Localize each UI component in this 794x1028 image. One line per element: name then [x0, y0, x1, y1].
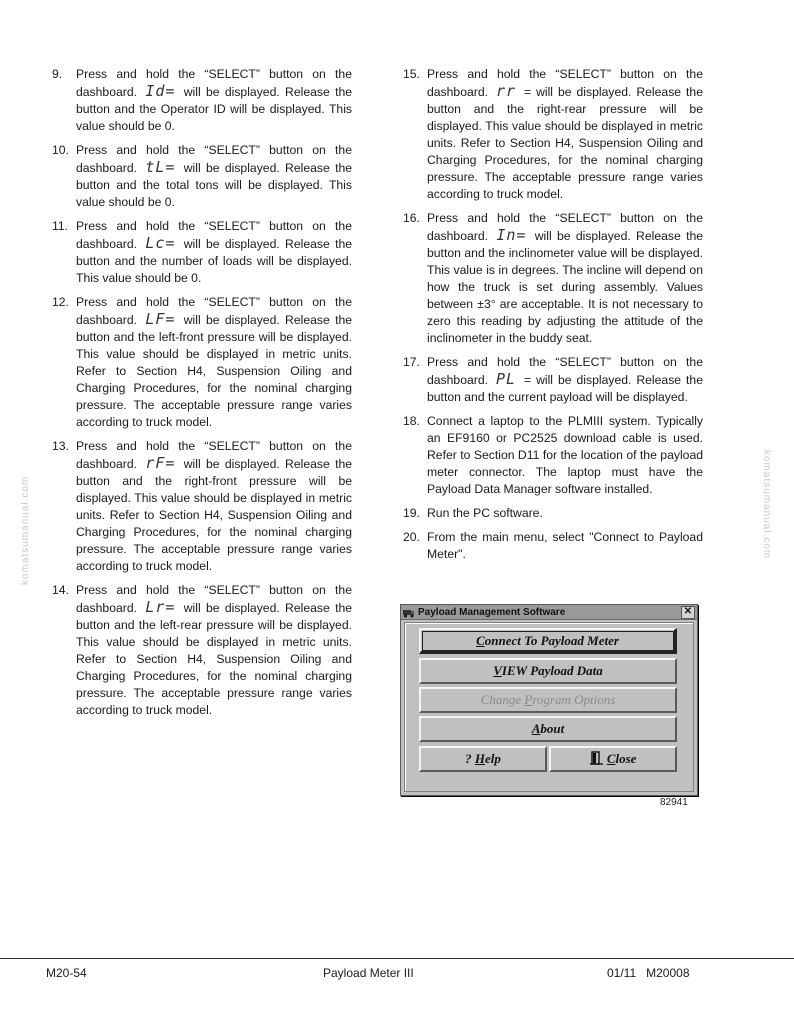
step-text: Press and hold the “SELECT” button on the dashboard. — [427, 67, 703, 99]
step-body — [427, 530, 703, 561]
help-question-mark: ? — [465, 751, 472, 766]
step-text: Press and hold the “SELECT” button on the dashboard. — [76, 67, 352, 99]
step-body — [427, 414, 703, 496]
step-text: Connect a laptop to the PLMIII system. Typically an EF9160 or PC2525 download cable is used. Refer to Section D11 for the location of the payload meter connector. The laptop must have the Payload Data Manager software installed. — [427, 414, 703, 496]
help-button[interactable] — [419, 746, 547, 772]
step-number: 9. — [52, 67, 63, 81]
figure-number: 82941 — [660, 797, 688, 808]
instruction-step — [52, 142, 352, 211]
close-label: lose — [615, 751, 637, 766]
step-body — [427, 211, 703, 345]
step-number: 17. — [403, 355, 420, 369]
step-text: Press and hold the “SELECT” button on the dashboard. — [76, 219, 352, 251]
instruction-step — [52, 294, 352, 431]
right-step-list — [403, 66, 703, 563]
left-column — [52, 66, 352, 726]
instruction-step — [403, 354, 703, 406]
step-text: Press and hold the “SELECT” button on the dashboard. — [427, 355, 703, 387]
view-mnemonic: V — [493, 663, 502, 678]
change-mnemonic: P — [524, 692, 533, 707]
lcd-display-code: Id= — [145, 82, 176, 100]
right-column — [403, 66, 703, 570]
footer-title: Payload Meter III — [323, 966, 414, 980]
view-payload-data-button[interactable] — [419, 658, 677, 684]
about-label: bout — [540, 721, 565, 736]
lcd-display-code: In= — [496, 226, 527, 244]
step-body — [427, 67, 703, 201]
instruction-step — [52, 66, 352, 135]
instruction-step — [52, 582, 352, 719]
footer-page-number: M20-54 — [46, 966, 87, 980]
step-text-continued: will be displayed. Release the button and the Operator ID will be displayed. This value should be 0. — [76, 85, 353, 133]
step-text: From the main menu, select "Connect to Payload Meter". — [427, 530, 703, 561]
lcd-display-code: Lr= — [145, 598, 176, 616]
instruction-step — [403, 210, 703, 347]
instruction-step — [52, 218, 352, 287]
step-text: Press and hold the “SELECT” button on the dashboard. — [76, 583, 352, 615]
left-step-list — [52, 66, 352, 719]
step-body — [76, 219, 352, 285]
step-text-continued: = will be displayed. Release the button and the current payload will be displayed. — [427, 373, 703, 404]
instruction-step — [403, 413, 703, 498]
step-number: 11. — [52, 219, 69, 233]
step-body — [76, 295, 352, 429]
step-text-continued: will be displayed. Release the button and the left-rear pressure will be displayed. This value should be displayed in metric units. Refer to Section H4, Suspension Oiling and Charging Procedures, for the nominal charging pressure. The acceptable pressure range varies according to truck model. — [76, 601, 353, 717]
about-button[interactable] — [419, 716, 677, 742]
dialog-titlebar — [401, 605, 697, 620]
step-text-continued: will be displayed. Release the button and the right-front pressure will be displayed. This value should be displayed in metric units. Refer to Section H4, Suspension Oiling and Charging Procedures, for the nominal charging pressure. The acceptable pressure range varies according to truck model. — [76, 457, 353, 573]
step-text: Press and hold the “SELECT” button on the dashboard. — [76, 295, 352, 327]
step-body — [427, 506, 543, 520]
step-number: 16. — [403, 211, 420, 225]
step-text: Press and hold the “SELECT” button on the dashboard. — [427, 211, 703, 243]
view-label: IEW Payload Data — [501, 663, 603, 678]
step-number: 18. — [403, 414, 420, 428]
footer-date-code: 01/11 M20008 — [607, 966, 690, 980]
lcd-display-code: rF= — [145, 454, 176, 472]
lcd-display-code: Lc= — [145, 234, 176, 252]
lcd-display-code: rr — [495, 82, 517, 100]
step-number: 19. — [403, 506, 420, 520]
step-number: 10. — [52, 143, 69, 157]
step-text: Press and hold the “SELECT” button on the dashboard. — [76, 439, 352, 471]
footer-rule — [0, 958, 794, 959]
payload-management-dialog — [400, 604, 698, 796]
step-number: 20. — [403, 530, 420, 544]
help-label: elp — [484, 751, 501, 766]
step-number: 13. — [52, 439, 69, 453]
dialog-title: Payload Management Software — [418, 606, 566, 618]
step-number: 15. — [403, 67, 420, 81]
step-body — [76, 67, 352, 133]
step-text: Press and hold the “SELECT” button on the dashboard. — [76, 143, 352, 175]
step-text-continued: will be displayed. Release the button and the inclinometer value will be displayed. This value is in degrees. The incline will depend on how the truck is set during assembly. Values between ±3° are acceptable. It is not necessary to zero this reading by adjusting the attitude of the inclinometer in the buddy seat. — [427, 229, 704, 345]
step-number: 12. — [52, 295, 69, 309]
change-label: rogram Options — [532, 692, 616, 707]
close-mnemonic: C — [606, 751, 616, 766]
about-mnemonic: A — [531, 721, 541, 736]
step-text: Run the PC software. — [427, 506, 543, 520]
connect-to-payload-meter-button[interactable] — [419, 628, 677, 654]
close-icon[interactable]: ✕ — [681, 606, 695, 619]
connect-mnemonic: C — [476, 633, 485, 648]
truck-icon — [403, 606, 415, 618]
lcd-display-code: LF= — [145, 310, 176, 328]
instruction-step — [52, 438, 352, 575]
step-body — [76, 143, 352, 209]
lcd-display-code: PL — [495, 370, 517, 388]
change-label-pre: Change — [480, 692, 525, 707]
step-body — [76, 439, 352, 573]
instruction-step — [403, 66, 703, 203]
step-text-continued: = will be displayed. Release the button and the right-rear pressure will be displayed. This value should be displayed in metric units. Refer to Section H4, Suspension Oiling and Charging Procedures, for the nominal charging pressure. The acceptable pressure range varies according to truck model. — [427, 85, 703, 201]
watermark-right: komatsumanual.com — [761, 450, 772, 560]
instruction-step — [403, 529, 703, 563]
lcd-display-code: tL= — [145, 158, 176, 176]
instruction-step — [403, 505, 703, 522]
close-button[interactable] — [549, 746, 677, 772]
step-text-continued: will be displayed. Release the button and the number of loads will be displayed. This value should be 0. — [76, 237, 353, 285]
step-text-continued: will be displayed. Release the button and the total tons will be displayed. This value should be 0. — [76, 161, 353, 209]
door-icon — [590, 751, 604, 765]
help-mnemonic: H — [474, 751, 485, 766]
step-body — [427, 355, 703, 404]
step-number: 14. — [52, 583, 69, 597]
connect-label: onnect To Payload Meter — [484, 633, 619, 648]
watermark-left: komatsumanual.com — [20, 475, 31, 585]
change-program-options-button[interactable] — [419, 687, 677, 713]
step-text-continued: will be displayed. Release the button and the left-front pressure will be displayed. This value should be displayed in metric units. Refer to Section H4, Suspension Oiling and Charging Procedures, for the nominal charging pressure. The acceptable pressure range varies according to truck model. — [76, 313, 353, 429]
step-body — [76, 583, 352, 717]
